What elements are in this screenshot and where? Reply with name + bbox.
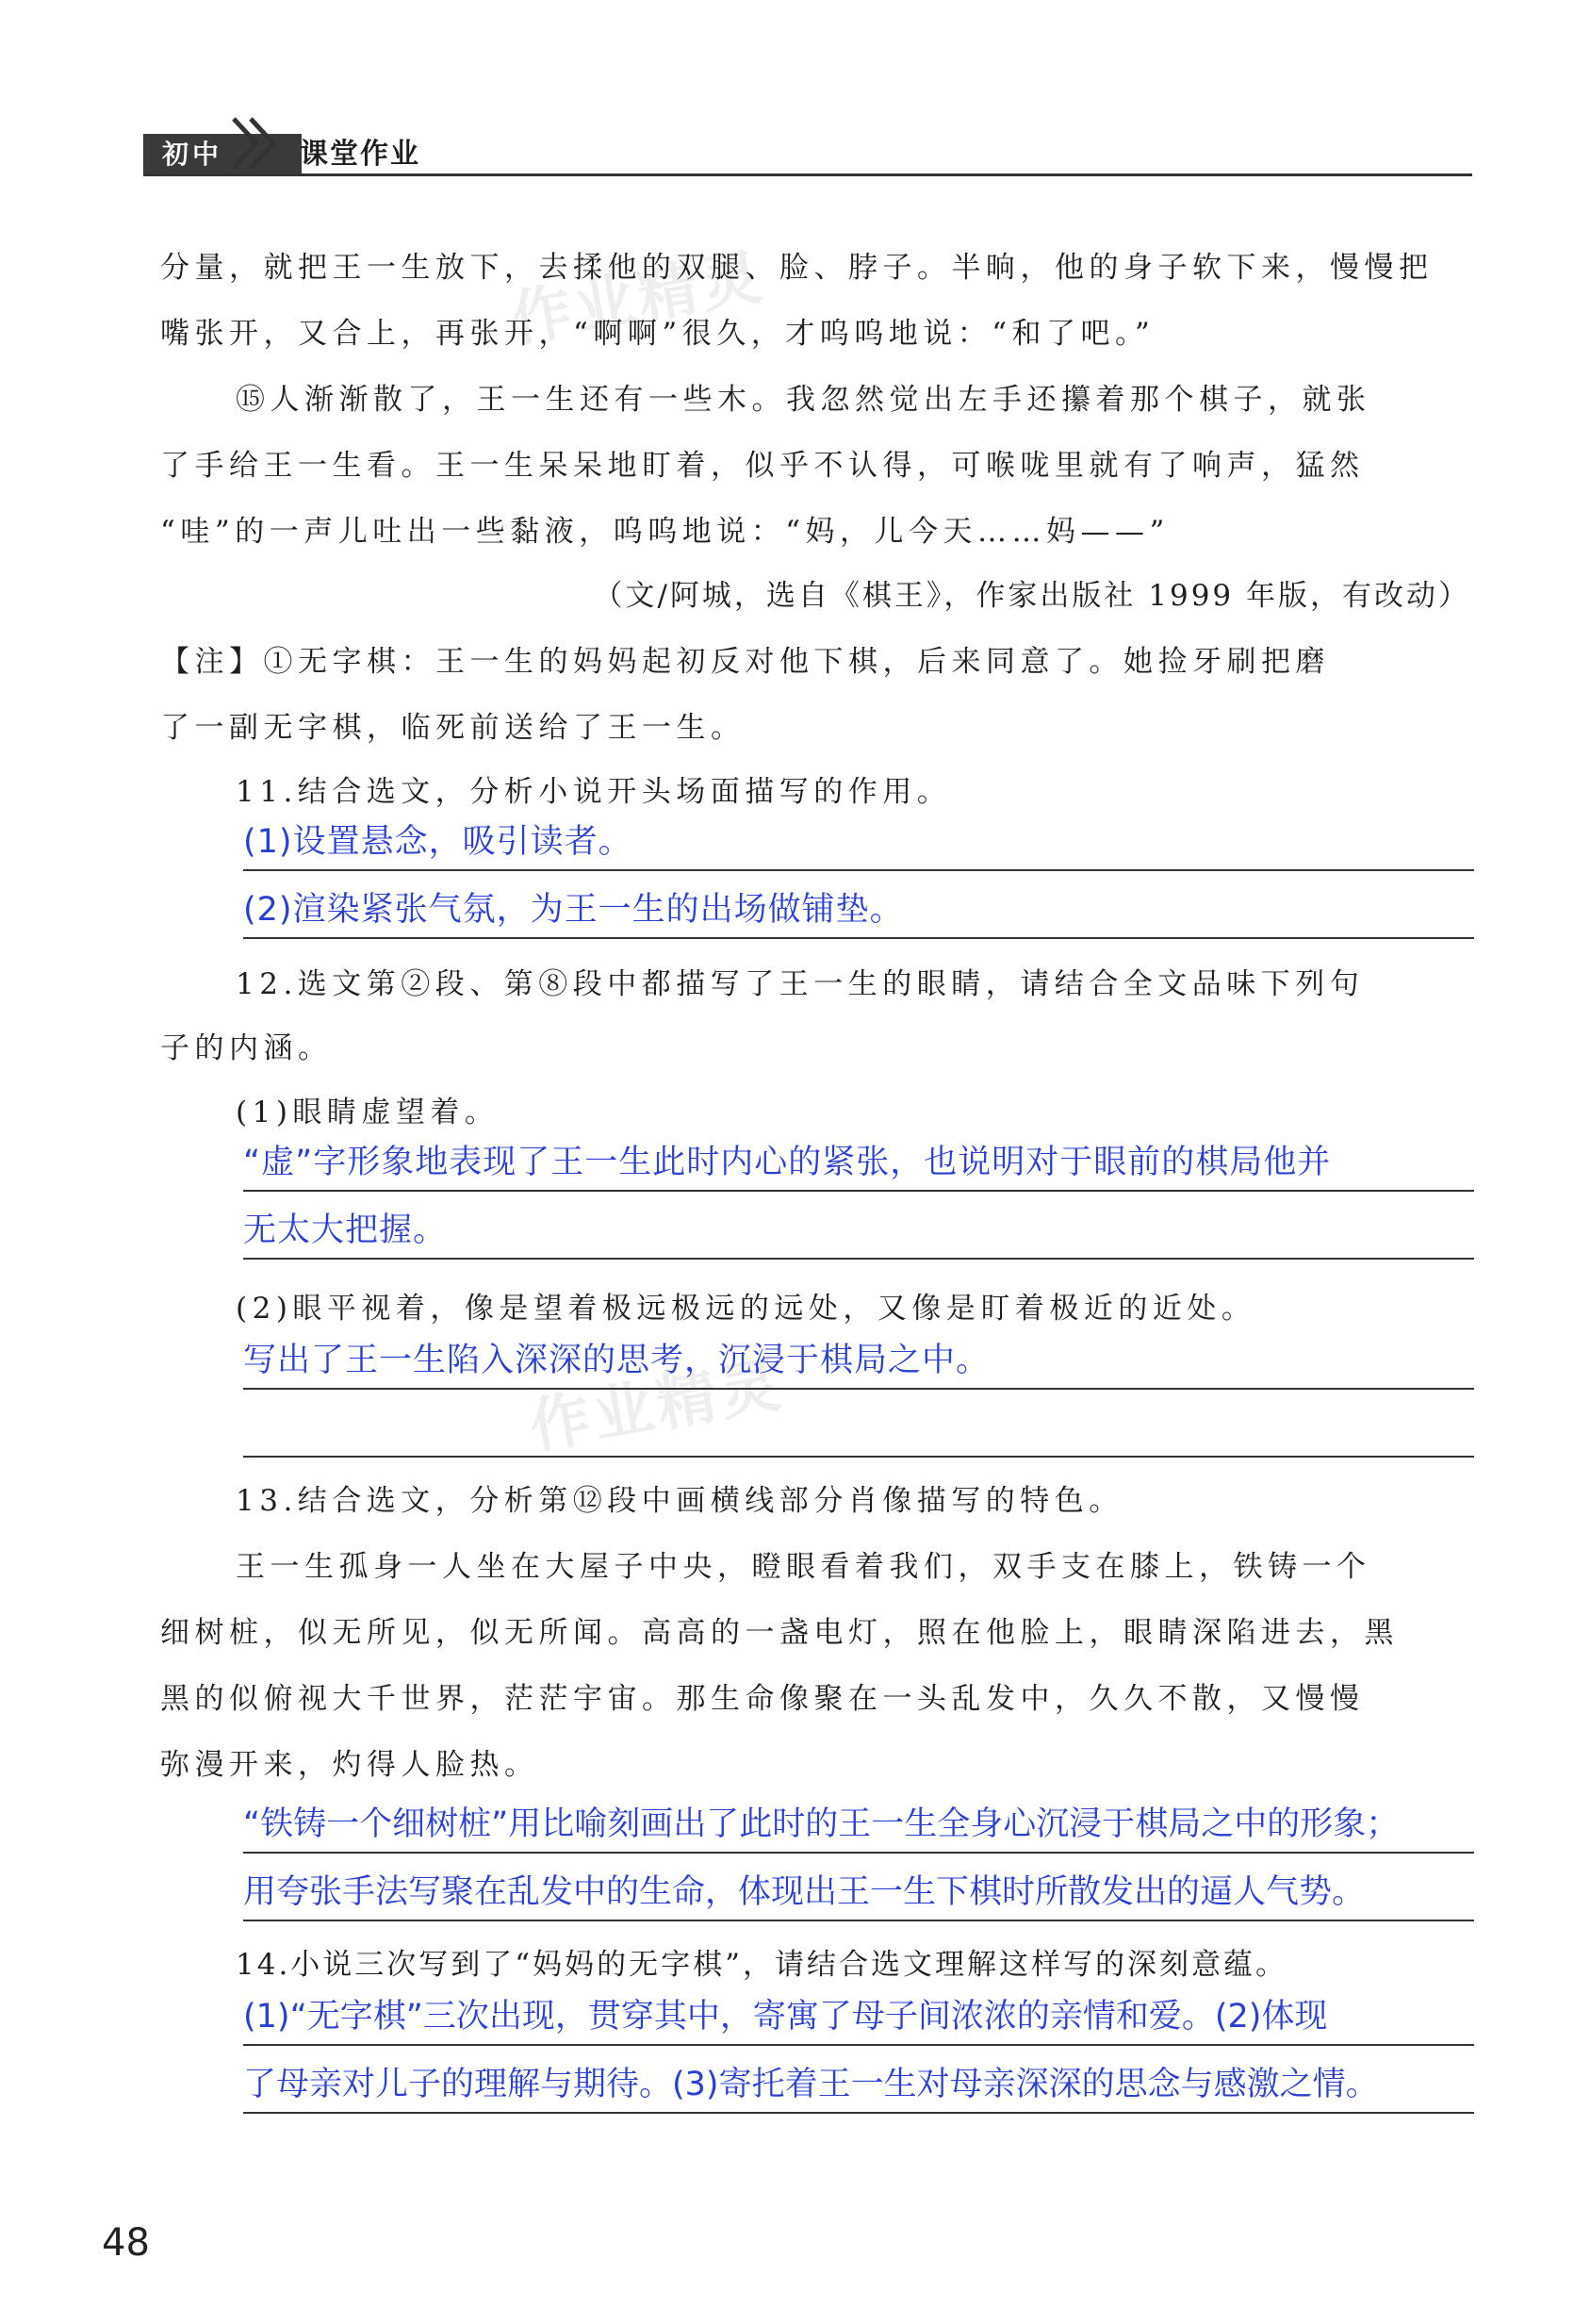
answer-11-line: (2)渲染紧张气氛，为王一生的出场做铺垫。 — [243, 891, 904, 929]
answer-rule — [243, 937, 1474, 939]
double-chevron-icon — [224, 111, 290, 177]
answer-rule — [243, 869, 1474, 871]
answer-12-2-line: 写出了王一生陷入深深的思考，沉浸于棋局之中。 — [243, 1342, 991, 1379]
question-14: 14.小说三次写到了“妈妈的无字棋”，请结合选文理解这样写的深刻意蕴。 — [236, 1948, 1287, 1982]
quote-line: 弥漫开来，灼得人脸热。 — [160, 1748, 539, 1782]
answer-rule — [243, 1190, 1474, 1192]
grade-level-tab: 初中 — [143, 134, 302, 175]
answer-13-line: “铁铸一个细树桩”用比喻刻画出了此时的王一生全身心沉浸于棋局之中的形象； — [243, 1805, 1400, 1843]
page-number: 48 — [102, 2221, 150, 2265]
answer-rule — [243, 1258, 1474, 1260]
question-12-sub1: (1)眼睛虚望着。 — [236, 1096, 500, 1129]
answer-11-line: (1)设置悬念，吸引读者。 — [243, 823, 632, 861]
answer-rule — [243, 1388, 1474, 1390]
header-divider — [143, 173, 1472, 176]
answer-14-line: 了母亲对儿子的理解与期待。(3)寄托着王一生对母亲深深的思念与感激之情。 — [243, 2066, 1379, 2103]
question-11: 11.结合选文，分析小说开头场面描写的作用。 — [236, 775, 952, 809]
answer-rule — [243, 1852, 1474, 1854]
passage-line: 嘴张开，又合上，再张开，“啊啊”很久，才呜呜地说：“和了吧。” — [160, 317, 1156, 351]
answer-rule — [243, 1456, 1474, 1458]
quote-line: 黑的似俯视大千世界，茫茫宇宙。那生命像聚在一头乱发中，久久不散，又慢慢 — [160, 1682, 1365, 1716]
passage-source: （文/阿城，选自《棋王》，作家出版社 1999 年版，有改动） — [593, 579, 1470, 613]
answer-13-line: 用夸张手法写聚在乱发中的生命，体现出王一生下棋时所散发出的逼人气势。 — [243, 1873, 1366, 1911]
passage-line: 了手给王一生看。王一生呆呆地盯着，似乎不认得，可喉咙里就有了响声，猛然 — [160, 449, 1365, 483]
passage-line: ⑮人渐渐散了，王一生还有一些木。我忽然觉出左手还攥着那个棋子，就张 — [236, 383, 1371, 417]
answer-rule — [243, 1920, 1474, 1921]
question-12: 12.选文第②段、第⑧段中都描写了王一生的眼睛，请结合全文品味下列句 — [236, 967, 1365, 1001]
answer-rule — [243, 2112, 1474, 2114]
answer-14-line: (1)“无字棋”三次出现，贯穿其中，寄寓了母子间浓浓的亲情和爱。(2)体现 — [243, 1998, 1328, 2036]
question-12-sub2: (2)眼平视着，像是望着极远极远的远处，又像是盯着极近的近处。 — [236, 1292, 1256, 1326]
question-13: 13.结合选文，分析第⑫段中画横线部分肖像描写的特色。 — [236, 1484, 1123, 1518]
answer-12-1-line: “虚”字形象地表现了王一生此时内心的紧张，也说明对于眼前的棋局他并 — [243, 1144, 1332, 1181]
answer-rule — [243, 2044, 1474, 2046]
watermark: 作业精灵 — [505, 241, 771, 355]
question-12: 子的内涵。 — [160, 1031, 333, 1065]
header-title: 课堂作业 — [300, 138, 420, 171]
answer-12-1-line: 无太大把握。 — [243, 1211, 448, 1249]
quote-line: 细树桩，似无所见，似无所闻。高高的一盏电灯，照在他脸上，眼睛深陷进去，黑 — [160, 1616, 1399, 1650]
quote-line: 王一生孤身一人坐在大屋子中央，瞪眼看着我们，双手支在膝上，铁铸一个 — [236, 1550, 1371, 1584]
passage-line: “哇”的一声儿吐出一些黏液，呜呜地说：“妈，儿今天……妈——” — [160, 515, 1170, 549]
watermark: 作业精灵 — [524, 1349, 790, 1463]
note-line: 了一副无字棋，临死前送给了王一生。 — [160, 711, 746, 745]
note-line: 【注】①无字棋：王一生的妈妈起初反对他下棋，后来同意了。她捡牙刷把磨 — [160, 645, 1330, 679]
passage-line: 分量，就把王一生放下，去揉他的双腿、脸、脖子。半晌，他的身子软下来，慢慢把 — [160, 251, 1434, 285]
